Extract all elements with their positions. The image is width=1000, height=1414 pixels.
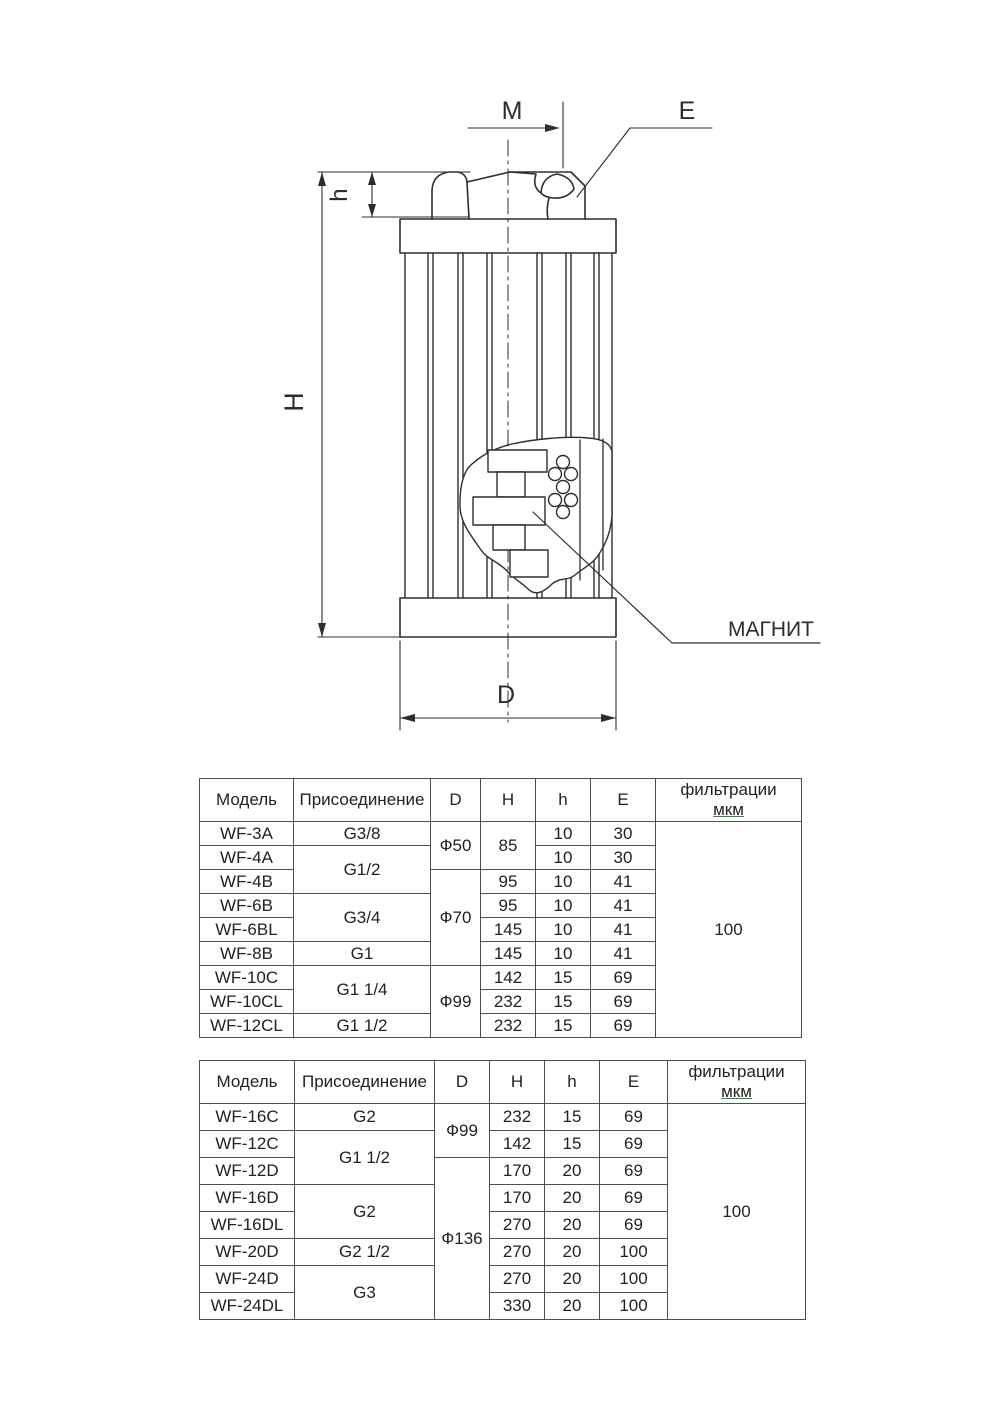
table-cell: 100 [600,1293,668,1320]
table-cell: 10 [536,942,591,966]
dimensions-table-lower [199,1060,806,1320]
table-cell: 145 [481,942,536,966]
table-cell: WF-10C [200,966,294,990]
table-cell: G1 1/4 [294,966,431,1014]
table-cell: 100 [600,1239,668,1266]
table-header-row [200,1061,806,1104]
dimension-h-small [318,172,470,217]
column-header: E [591,779,656,822]
table-cell: WF-10CL [200,990,294,1014]
label-h-total: H [279,392,309,412]
table-cell: 41 [591,918,656,942]
table-cell: WF-20D [200,1239,295,1266]
table-cell: 100 [600,1266,668,1293]
table-cell: 85 [481,822,536,870]
column-header: Присоединение [294,779,431,822]
column-header: фильтрации мкм [668,1061,806,1104]
table-cell: G2 1/2 [295,1239,435,1266]
table-cell: 10 [536,822,591,846]
table-cell: G2 [295,1185,435,1239]
table-cell: G3 [295,1266,435,1320]
table-cell: WF-12C [200,1131,295,1158]
table-cell: G3/4 [294,894,431,942]
table-cell: 232 [490,1104,545,1131]
table-cell: 20 [545,1239,600,1266]
table-cell: Ф99 [431,966,481,1038]
table-row [200,1104,806,1131]
table-cell: WF-16C [200,1104,295,1131]
table-cell: 69 [600,1104,668,1131]
table-cell: 41 [591,870,656,894]
table-cell: 10 [536,894,591,918]
column-header: фильтрации мкм [656,779,802,822]
table-cell: 10 [536,846,591,870]
table-cell: 69 [591,1014,656,1038]
table-cell: 270 [490,1212,545,1239]
table-header-row [200,779,802,822]
table-cell: 270 [490,1239,545,1266]
table-cell: G1 [294,942,431,966]
label-e: E [678,97,696,125]
table-cell: G1 1/2 [294,1014,431,1038]
column-header: Модель [200,779,294,822]
label-d: D [496,681,516,709]
table-cell: 145 [481,918,536,942]
table-cell: 170 [490,1185,545,1212]
table-cell: 15 [545,1131,600,1158]
table-cell: 142 [481,966,536,990]
table-cell: 41 [591,942,656,966]
table-cell: 69 [591,966,656,990]
table-cell: 170 [490,1158,545,1185]
table-cell: WF-6BL [200,918,294,942]
table-cell: 10 [536,870,591,894]
table-cell: 69 [591,990,656,1014]
table-cell: 232 [481,990,536,1014]
table-cell: 20 [545,1158,600,1185]
column-header: H [490,1061,545,1104]
table-cell: 69 [600,1212,668,1239]
table-cell: Ф136 [435,1158,490,1320]
table-cell: 95 [481,870,536,894]
table-cell: WF-8B [200,942,294,966]
column-header: h [536,779,591,822]
column-header: Присоединение [295,1061,435,1104]
table-cell: 41 [591,894,656,918]
table-cell: 232 [481,1014,536,1038]
dimension-m [468,97,563,168]
table-cell: Ф50 [431,822,481,870]
column-header: E [600,1061,668,1104]
table-cell: 69 [600,1131,668,1158]
column-header: D [435,1061,490,1104]
table-cell: G2 [295,1104,435,1131]
table-cell: 270 [490,1266,545,1293]
table-cell: 95 [481,894,536,918]
table-cell: Ф99 [435,1104,490,1158]
table-cell: WF-16D [200,1185,295,1212]
table-cell: 20 [545,1212,600,1239]
table-cell: 10 [536,918,591,942]
table-cell: G3/8 [294,822,431,846]
table-cell: 30 [591,822,656,846]
dimension-e [577,97,712,197]
table-cell: WF-24DL [200,1293,295,1320]
table-row [200,822,802,846]
table-cell: 15 [536,990,591,1014]
table-cell: 20 [545,1293,600,1320]
table-cell: WF-4B [200,870,294,894]
label-m: M [501,97,523,125]
table-cell: G1/2 [294,846,431,894]
table-cell: 100 [656,822,802,1038]
table-cell: 15 [536,966,591,990]
table-cell: 69 [600,1158,668,1185]
table-cell: G1 1/2 [295,1131,435,1185]
table-cell: WF-6B [200,894,294,918]
table-cell: 142 [490,1131,545,1158]
column-header: Модель [200,1061,295,1104]
table-cell: 30 [591,846,656,870]
table-cell: 15 [545,1104,600,1131]
label-h-small: h [326,188,353,202]
table-cell: WF-12CL [200,1014,294,1038]
table-cell: WF-3A [200,822,294,846]
table-cell: 20 [545,1185,600,1212]
table-cell: Ф70 [431,870,481,966]
table-cell: WF-16DL [200,1212,295,1239]
column-header: h [545,1061,600,1104]
label-magnet: МАГНИТ [728,618,814,641]
column-header: D [431,779,481,822]
column-header: H [481,779,536,822]
dimension-h-total [279,172,400,637]
dimensions-table-upper [199,778,802,1038]
table-cell: WF-12D [200,1158,295,1185]
table-cell: 100 [668,1104,806,1320]
table-cell: WF-24D [200,1266,295,1293]
table-cell: 20 [545,1266,600,1293]
table-cell: 15 [536,1014,591,1038]
table-cell: WF-4A [200,846,294,870]
table-cell: 69 [600,1185,668,1212]
table-cell: 330 [490,1293,545,1320]
